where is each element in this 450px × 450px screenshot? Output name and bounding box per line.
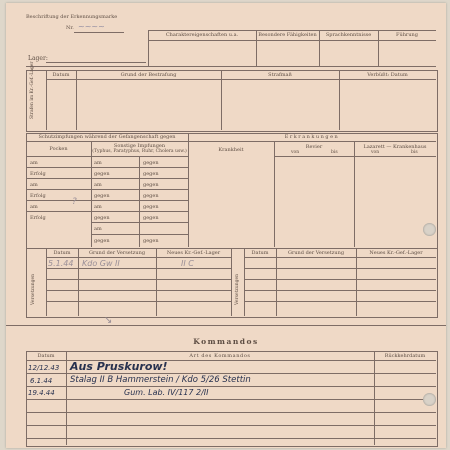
versetzungen-side-label: Versetzungen [31,273,36,305]
lager-label: Lager: [28,55,48,62]
impfungen-title: Schutzimpfungen während der Gefangenschaft gegen [38,134,176,140]
kommando-col-datum: Datum [37,353,55,359]
versetzungen-divider [244,248,245,316]
kommando-row-line [26,425,436,426]
sonstige-row-label-right: gegen [143,204,159,210]
versetzungen-side-label-right: Versetzungen [235,273,240,305]
revier-bis: bis [331,150,338,155]
sonstige-row-label-right: gegen [143,182,159,188]
kommandos-divider [66,351,67,445]
sonstige-col-sub: (Typhus, Paratyphus, Ruhr, Cholera usw.) [92,149,187,154]
strafen-side-label: Strafen im Kr.-Gef.-Lager [30,61,35,119]
impfung-row-line [26,189,188,190]
versetzung-row-line [46,290,231,291]
revier-von: von [291,150,300,155]
kommando-entry-datum: 12/12.43 [28,364,60,372]
impfung-row-label: am [30,160,38,166]
lazarett-bis: bis [411,150,418,155]
impfung-row-line [91,222,188,223]
fuehrung-label: Führung [396,32,418,38]
section-separator [26,66,436,67]
sprachen-label: Sprachkenntnisse [325,32,372,38]
kommando-entry-art: Aus Pruskurow! [70,360,168,373]
versetzung-col-grund-right: Grund der Versetzung [287,250,345,256]
impfung-row-line [26,200,188,201]
header-top-line [148,30,436,31]
strafen-col-grund: Grund der Bestrafung [120,72,177,78]
kommando-row-line [26,386,436,387]
erkrankungen-header-line [274,156,436,157]
kommandos-divider [374,351,375,445]
sonstige-row-label-right: gegen [143,171,159,177]
impfung-row-line [26,211,188,212]
impfung-row-line [26,178,188,179]
impfung-row-line [26,167,188,168]
versetzung-col-datum-right: Datum [251,250,269,256]
charakter-label: Charaktereigenschaften u.a. [165,32,239,38]
impfung-row-label: Erfolg [30,193,46,199]
versetzungen-divider [156,248,157,316]
versetzung-row-line [244,279,436,280]
header-sub-line [148,40,436,41]
kommando-col-art: Art des Kommandos [189,353,251,359]
sonstige-row-label: gegen [94,171,110,177]
strafen-divider [221,70,222,130]
impfung-row-label: Erfolg [30,171,46,177]
strafen-col-strafmass: Strafmaß [268,72,292,78]
versetzung-entry-lager: II C [181,259,194,268]
impfung-row-label: Erfolg [30,215,46,221]
sonstige-row-label: am [94,182,102,188]
versetzung-row-line [46,279,231,280]
impfung-row-label: am [30,182,38,188]
kommandos-title: Kommandos [193,337,259,346]
versetzungen-divider [46,248,47,316]
sonstige-row-label-right: gegen [143,193,159,199]
versetzungen-divider [356,248,357,316]
erkennungsmarke-label: Beschriftung der Erkennungsmarke [26,14,118,20]
versetzung-col-datum: Datum [53,250,71,256]
strafen-divider [76,70,77,130]
kommando-col-rueckkehr: Rückkehrdatum [384,353,426,359]
lager-underline [46,62,146,63]
krankheit-col: Krankheit [218,147,244,153]
pencil-arrow-mark: ↘ [104,315,113,326]
sonstige-row-label: am [94,226,102,232]
versetzung-col-lager: Neues Kr.-Gef.-Lager [166,250,221,256]
sonstige-row-label: gegen [94,238,110,244]
versetzungen-divider [276,248,277,316]
erkrankungen-title: Erkrankungen [284,134,340,140]
sonstige-row-label-right: gegen [143,215,159,221]
faehigkeiten-label: Besondere Fähigkeiten [258,32,317,38]
sonstige-row-label: gegen [94,193,110,199]
pocken-col: Pocken [49,146,68,152]
nr-underline [74,32,124,33]
sonstige-row-label: gegen [94,215,110,221]
versetzung-row-line [46,301,231,302]
punch-hole [423,393,436,406]
nr-struck-value: ~~~~ [78,22,105,31]
strafen-divider [46,70,47,130]
kommando-entry-art: Stalag II B Hammerstein / Kdo 5/26 Stettin [70,375,251,385]
punch-hole [423,223,436,236]
kommando-row-line [26,373,436,374]
sonstige-row-label: am [94,204,102,210]
strafen-col-datum: Datum [52,72,70,78]
versetzungen-header-line [46,257,231,258]
prisoner-record-card [6,3,446,448]
nr-label: Nr. [66,25,74,31]
sonstige-col: Sonstige Impfungen [113,143,166,149]
versetzung-row-line [244,301,436,302]
pencil-mark: ? [72,197,77,207]
sonstige-row-label-right: gegen [143,160,159,166]
kommando-row-line [26,399,436,400]
kommando-entry-art: Gum. Lab. IV/117 2/II [124,388,209,397]
kommandos-top-line [6,325,446,326]
versetzung-row-line [244,268,436,269]
versetzung-entry-datum: 5.1.44 [48,259,74,268]
versetzung-row-line [244,290,436,291]
kommando-row-line [26,438,436,439]
versetzungen-divider [78,248,79,316]
kommando-entry-datum: 6.1.44 [30,377,53,385]
sonstige-row-label: am [94,160,102,166]
lazarett-von: von [371,150,380,155]
impfung-row-line [91,234,188,235]
versetzungen-header-line [244,257,436,258]
versetzung-col-lager-right: Neues Kr.-Gef.-Lager [369,250,423,256]
erkrankungen-divider [274,141,275,247]
strafen-divider [339,70,340,130]
impfungen-title-line [26,141,436,142]
erkrankungen-divider [354,141,355,247]
strafen-header-line [46,79,436,80]
kommando-row-line [26,412,436,413]
impfungen-divider [91,141,92,247]
strafen-col-verbuesst: Verbüßt: Datum [367,72,408,78]
sonstige-row-label-right: gegen [143,238,159,244]
impfung-row-label: am [30,204,38,210]
lazarett-col: Lazarett — Krankenhaus [363,144,427,150]
versetzung-entry-grund: Kdo Gw II [82,259,120,268]
versetzung-row-line [46,268,231,269]
versetzungen-divider [231,248,232,316]
impfungen-header-line [26,156,188,157]
kommando-entry-datum: 19.4.44 [28,389,55,397]
revier-col: Revier [305,144,323,150]
versetzung-col-grund: Grund der Versetzung [88,250,146,256]
